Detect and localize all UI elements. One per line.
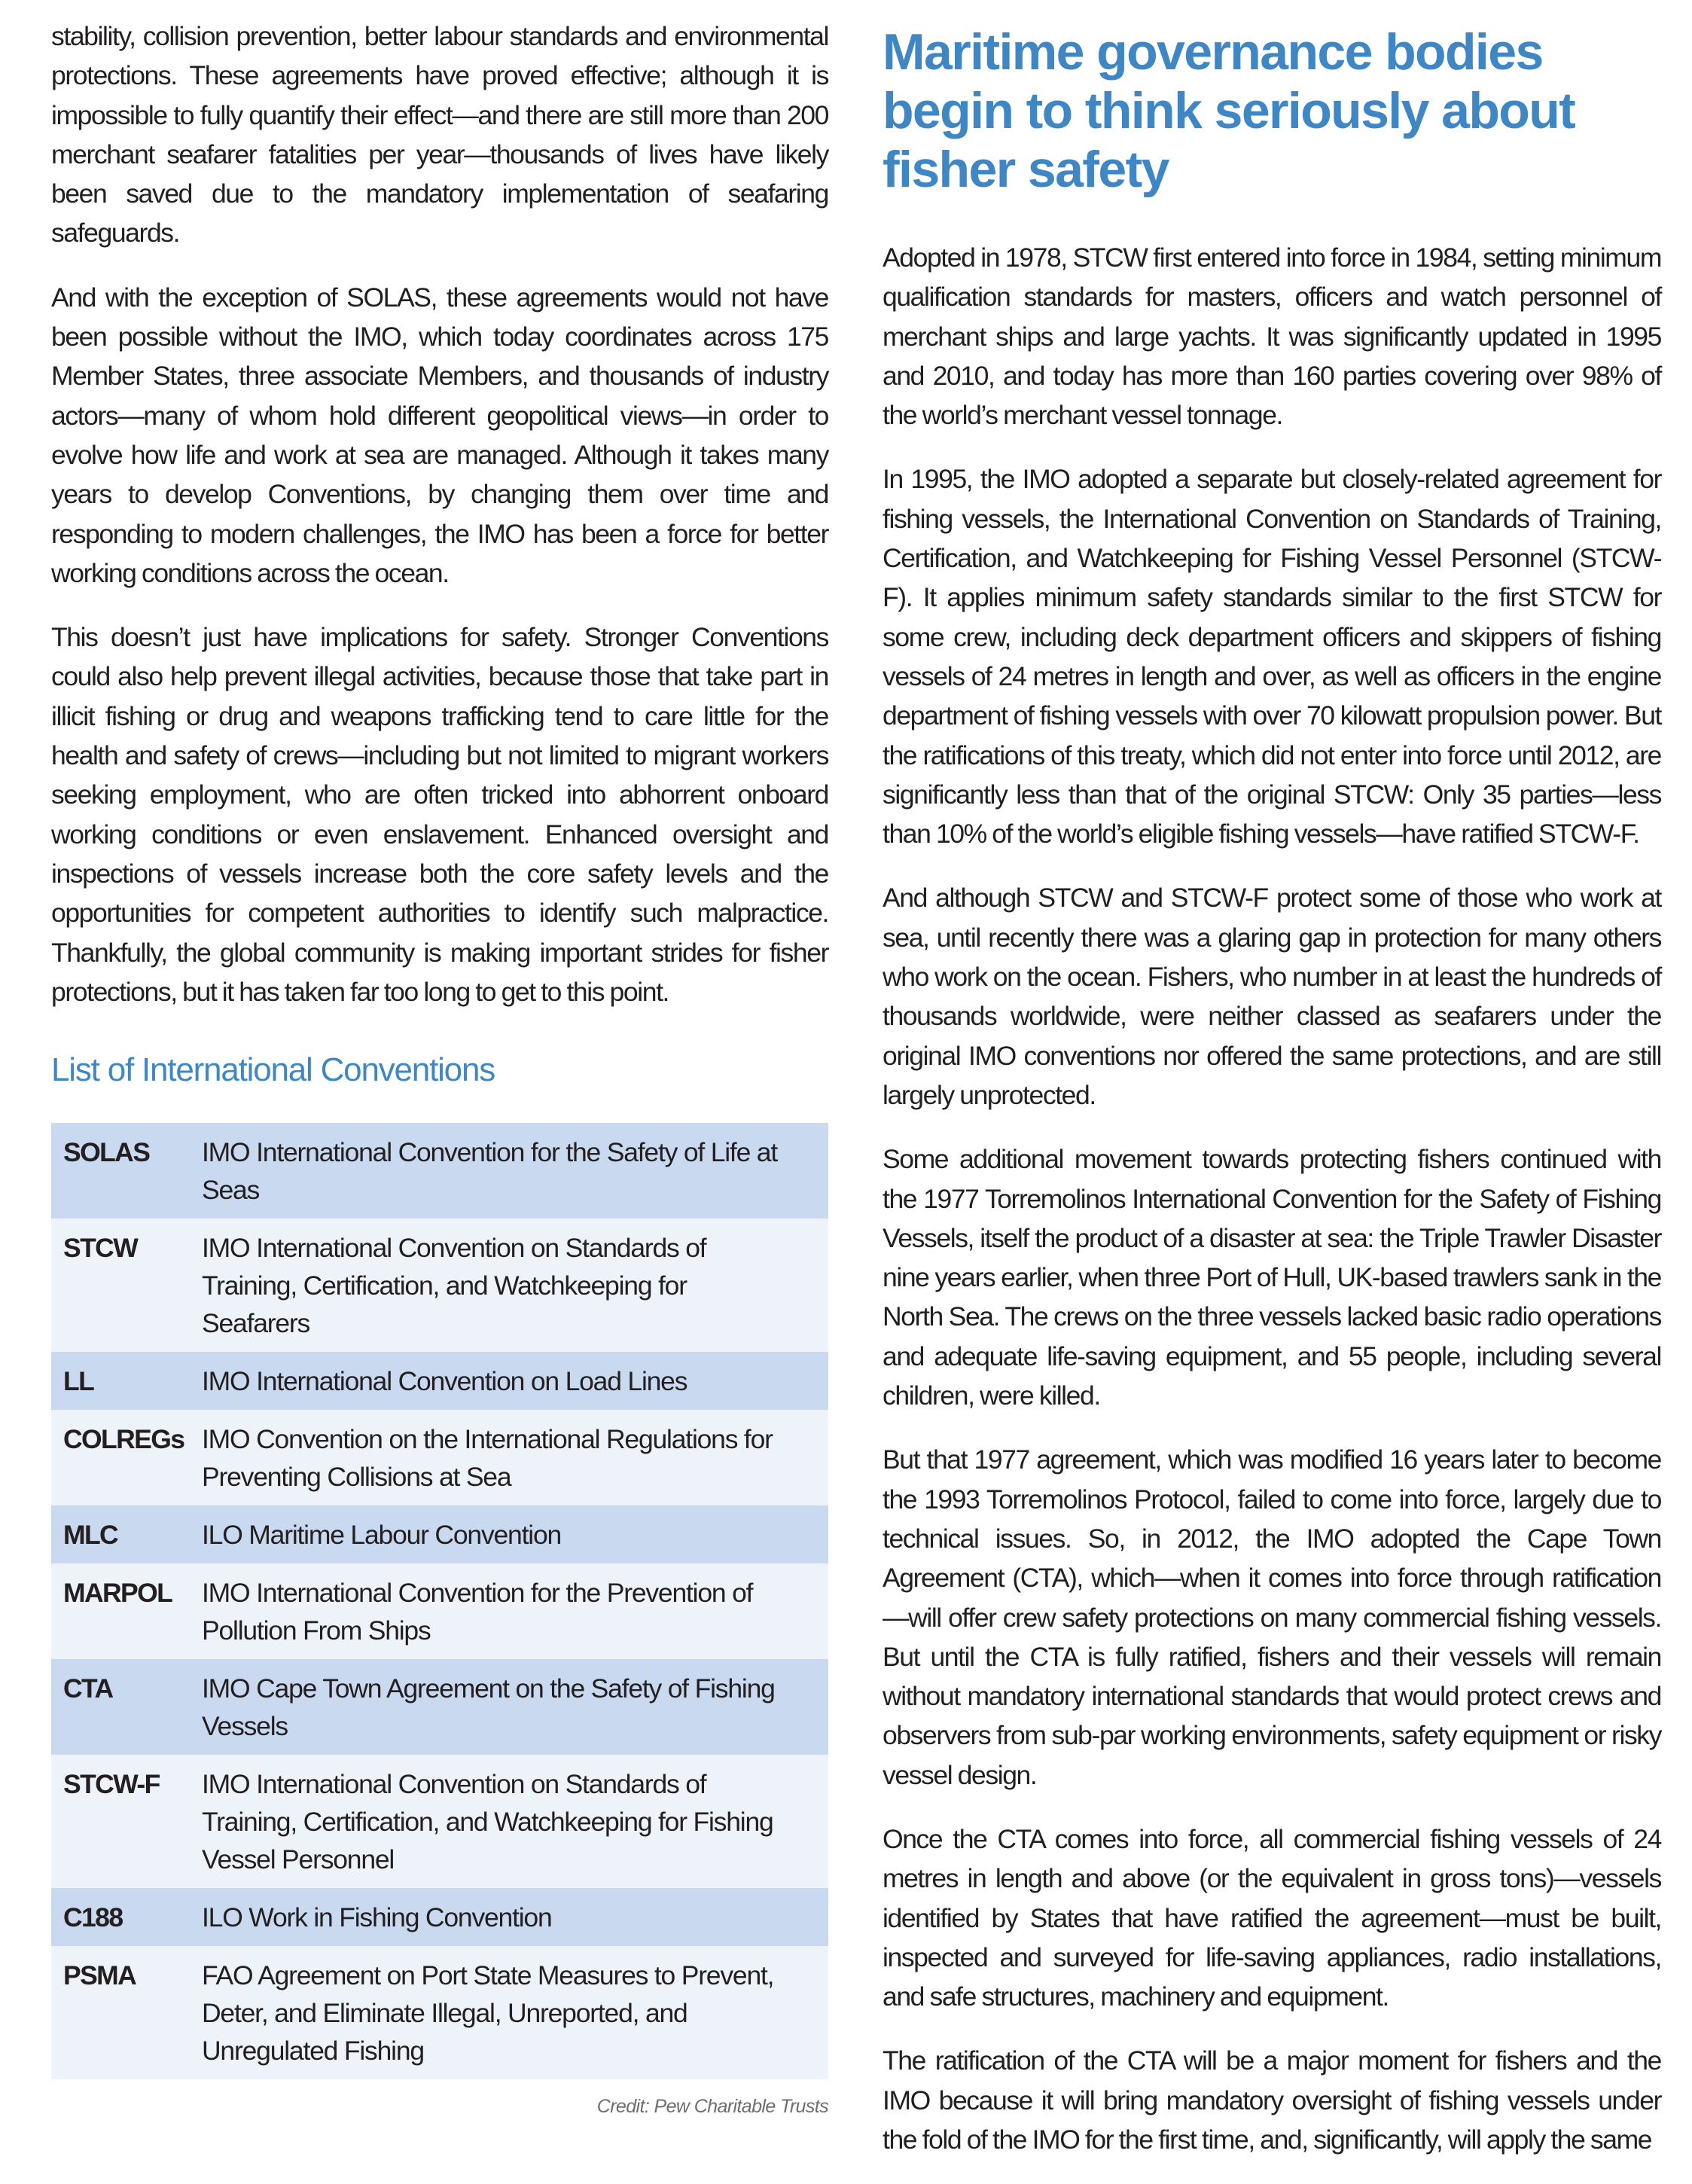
table-row bbox=[51, 1563, 828, 1659]
paragraph: This doesn’t just have implications for safety. Stronger Conventions could also help prevent illegal activities, because those that take part in illicit fishing or drug and weapons trafficking tend to care little for the health and safety of crews—including but not limited to migrant workers seeking employment, who are often tricked into abhorrent onboard working conditions or even enslavement. Enhanced oversight and inspections of vessels increase both the core safety levels and the opportunities for competent authorities to identify such malpractice. Thankfully, the global community is making important strides for fisher protections, but it has taken far too long to get to this point. bbox=[51, 622, 828, 1007]
left-column bbox=[51, 17, 828, 2118]
paragraph: Some additional movement towards protecting fishers continued with the 1977 Torremolinos International Convention for the Safety of Fishing Vessels, itself the product of a disaster at sea: the Triple Trawler Disaster nine years earlier, when three Port of Hull, UK-based trawlers sank in the North Sea. The crews on the three vessels lacked basic radio operations and adequate life-saving equipment, and 55 people, including several children, were killed. bbox=[883, 1144, 1661, 1411]
table-row bbox=[51, 1352, 828, 1410]
paragraph: In 1995, the IMO adopted a separate but closely-related agreement for fishing vessels, the International Convention on Standards of Training, Certification, and Watchkeeping for Fishing Vessel Personnel (STCW-F). It applies minimum safety standards similar to the first STCW for some crew, including deck department officers and skippers of fishing vessels of 24 metres in length and over, as well as officers in the engine department of fishing vessels with over 70 kilowatt propulsion power. But the ratifications of this treaty, which did not enter into force until 2012, are significantly less than that of the original STCW: Only 35 parties—less than 10% of the world’s eligible fishing vessels—have ratified STCW-F. bbox=[883, 464, 1661, 850]
paragraph: And with the exception of SOLAS, these agreements would not have been possible without the IMO, which today coordinates across 175 Member States, three associate Members, and thousands of industry actors—many of whom hold different geopolitical views—in order to evolve how life and work at sea are managed. Although it takes many years to develop Conventions, by changing them over time and responding to modern challenges, the IMO has been a force for better working conditions across the ocean. bbox=[51, 282, 828, 588]
convention-abbr: MLC bbox=[63, 1520, 118, 1551]
convention-abbr: STCW-F bbox=[63, 1769, 160, 1800]
table-row bbox=[51, 1219, 828, 1352]
convention-name: IMO International Convention on Load Lines bbox=[202, 1366, 687, 1397]
paragraph: stability, collision prevention, better labour standards and environmental protections. These agreements have proved effective; although it is impossible to fully quantify their effect—and there are still more than 200 merchant seafarer fatalities per year—thousands of lives have likely been saved due to the mandatory implementation of seafaring safeguards. bbox=[51, 21, 828, 249]
section-heading: Maritime governance bodies begin to think seriously about fisher safety bbox=[883, 23, 1575, 198]
convention-abbr: LL bbox=[63, 1366, 94, 1397]
paragraph: Adopted in 1978, STCW first entered into force in 1984, setting minimum qualification standards for masters, officers and watch personnel of merchant ships and large yachts. It was significantly updated in 1995 and 2010, and today has more than 160 parties covering over 98% of the world’s merchant vessel tonnage. bbox=[883, 242, 1661, 431]
table-row bbox=[51, 1946, 828, 2079]
convention-name: IMO International Convention on Standards of Training, Certification, and Watchkeeping for Seafarers bbox=[202, 1233, 706, 1339]
convention-name: IMO Cape Town Agreement on the Safety of Fishing Vessels bbox=[202, 1673, 775, 1742]
right-column bbox=[883, 17, 1661, 2184]
paragraph: And although STCW and STCW-F protect some of those who work at sea, until recently there was a glaring gap in protection for many others who work on the ocean. Fishers, who number in at least the hundreds of thousands worldwide, were neither classed as seafarers under the original IMO conventions nor offered the same protections, and are still largely unprotected. bbox=[883, 883, 1661, 1110]
convention-abbr: C188 bbox=[63, 1902, 123, 1933]
convention-abbr: SOLAS bbox=[63, 1137, 150, 1168]
table-row bbox=[51, 1888, 828, 1946]
convention-name: IMO Convention on the International Regulations for Preventing Collisions at Sea bbox=[202, 1424, 773, 1493]
paragraph: The ratification of the CTA will be a major moment for fishers and the IMO because it will bring mandatory oversight of fishing vessels under the fold of the IMO for the first time, and, significantly, will apply the same bbox=[883, 2045, 1661, 2155]
table-row bbox=[51, 1755, 828, 1888]
convention-name: IMO International Convention for the Prevention of Pollution From Ships bbox=[202, 1578, 753, 1646]
convention-name: ILO Maritime Labour Convention bbox=[202, 1520, 562, 1551]
table-row bbox=[51, 1410, 828, 1505]
paragraph: But that 1977 agreement, which was modified 16 years later to become the 1993 Torremolinos Protocol, failed to come into force, largely due to technical issues. So, in 2012, the IMO adopted the Cape Town Agreement (CTA), which—when it comes into force through ratification—will offer crew safety protections on many commercial fishing vessels. But until the CTA is fully ratified, fishers and their vessels will remain without mandatory international standards that would protect crews and observers from sub-par working environments, safety equipment or risky vessel design. bbox=[883, 1444, 1661, 1790]
convention-name: IMO International Convention on Standards of Training, Certification, and Watchkeeping for Fishing Vessel Personnel bbox=[202, 1769, 773, 1875]
convention-abbr: PSMA bbox=[63, 1960, 136, 1991]
list-title: List of International Conventions bbox=[51, 1051, 495, 1089]
table-row bbox=[51, 1123, 828, 1219]
convention-name: ILO Work in Fishing Convention bbox=[202, 1902, 552, 1933]
table-row bbox=[51, 1505, 828, 1563]
convention-name: IMO International Convention for the Safety of Life at Seas bbox=[202, 1137, 778, 1206]
convention-abbr: CTA bbox=[63, 1673, 113, 1704]
image-credit: Credit: Pew Charitable Trusts bbox=[596, 2096, 828, 2118]
convention-abbr: MARPOL bbox=[63, 1578, 172, 1609]
conventions-table bbox=[51, 1123, 828, 2079]
convention-name: FAO Agreement on Port State Measures to Prevent, Deter, and Eliminate Illegal, Unreported, and Unregulated Fishing bbox=[202, 1960, 774, 2067]
table-row bbox=[51, 1659, 828, 1755]
paragraph: Once the CTA comes into force, all commercial fishing vessels of 24 metres in length and above (or the equivalent in gross tons)—vessels identified by States that have ratified the agreement—must be built, inspected and surveyed for life-saving appliances, radio installations, and safe structures, machinery and equipment. bbox=[883, 1823, 1661, 2012]
convention-abbr: COLREGs bbox=[63, 1424, 184, 1455]
convention-abbr: STCW bbox=[63, 1233, 138, 1264]
